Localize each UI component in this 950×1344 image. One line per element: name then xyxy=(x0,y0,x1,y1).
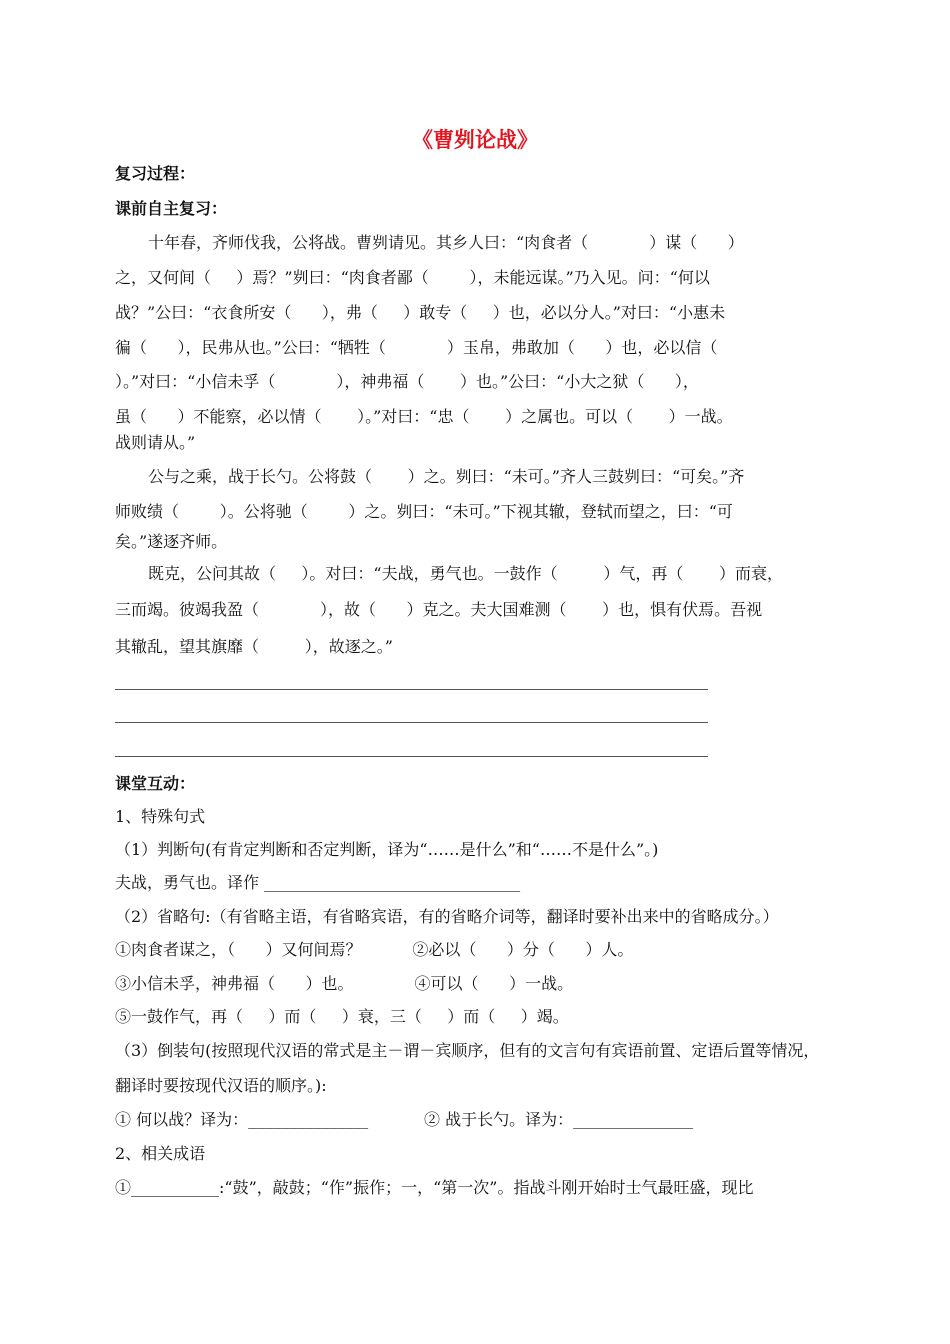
passage-line: 徧（ ），民弗从也。”公曰：“牺牲（ ）玉帛，弗敢加（ ）也，必以信（ xyxy=(115,338,718,357)
item-judgment-example: 夫战，勇气也。译作 ________________________________ xyxy=(115,873,521,892)
passage-line: 战则请从。” xyxy=(115,433,196,452)
item-judgment-sentence: （1）判断句(有肯定判断和否定判断，译为“……是什么”和“……不是什么”。) xyxy=(115,840,659,859)
item-ellipsis-example: ①肉食者谋之，（ ）又何间焉？ ②必以（ ）分（ ）人。 xyxy=(115,940,634,959)
heading-review-process: 复习过程： xyxy=(115,164,196,183)
passage-line: 虽（ ）不能察，必以情（ ）。”对曰：“忠（ ）之属也。可以（ ）一战。 xyxy=(115,407,733,426)
passage-line: 公与之乘，战于长勺。公将鼓（ ）之。刿曰：“未可。”齐人三鼓刿曰：“可矣。”齐 xyxy=(148,467,745,486)
item-ellipsis-sentence: （2）省略句:（有省略主语，有省略宾语，有的省略介词等，翻译时要补出来中的省略成分。） xyxy=(115,907,779,926)
item-inverted-sentence: （3）倒装句(按照现代汉语的常式是主－谓－宾顺序，但有的文言句有宾语前置、定语后置等情况， xyxy=(115,1041,820,1060)
item-ellipsis-example: ③小信未孚，神弗福（ ）也。 ④可以（ ）一战。 xyxy=(115,974,574,993)
passage-line: 三而竭。彼竭我盈（ ），故（ ）克之。夫大国难测（ ）也，惧有伏焉。吾视 xyxy=(115,600,763,619)
passage-line: 既克，公问其故（ ）。对曰：“夫战，勇气也。一鼓作（ ）气，再（ ）而衰， xyxy=(148,564,783,583)
answer-line xyxy=(115,689,708,690)
item-idiom: ①___________:“鼓”，敲鼓；“作”振作；一，“第一次”。指战斗刚开始时士气最旺盛，现比 xyxy=(115,1178,754,1197)
section-idioms: 2、相关成语 xyxy=(115,1144,206,1163)
answer-line xyxy=(115,756,708,757)
passage-line: 其辙乱，望其旗靡（ ），故逐之。” xyxy=(115,637,393,656)
answer-line xyxy=(115,722,708,723)
passage-line: 师败绩（ ）。公将驰（ ）之。刿曰：“未可。”下视其辙，登轼而望之，曰：“可 xyxy=(115,502,733,521)
item-inverted-sentence-cont: 翻译时要按现代汉语的顺序。): xyxy=(115,1076,327,1095)
passage-line: ）。”对曰：“小信未孚（ ），神弗福（ ）也。”公曰：“小大之狱（ ）， xyxy=(115,372,699,391)
document-title: 《曹刿论战》 xyxy=(412,128,538,152)
passage-line: 战？”公曰：“衣食所安（ ），弗（ ）敢专（ ）也，必以分人。”对曰：“小惠未 xyxy=(115,303,726,322)
heading-self-review: 课前自主复习： xyxy=(115,199,228,218)
passage-line: 十年春，齐师伐我，公将战。曹刿请见。其乡人曰：“肉食者（ ）谋（ ） xyxy=(148,233,744,252)
heading-class-interaction: 课堂互动： xyxy=(115,774,196,793)
item-inverted-example: ① 何以战？译为：_______________ ② 战于长勺。译为：_______________ xyxy=(115,1110,694,1129)
passage-line: 之，又何间（ ）焉？”刿曰：“肉食者鄙（ ），未能远谋。”乃入见。问：“何以 xyxy=(115,268,710,287)
item-ellipsis-example: ⑤一鼓作气，再（ ）而（ ）衰，三（ ）而（ ）竭。 xyxy=(115,1007,569,1026)
section-special-sentences: 1、特殊句式 xyxy=(115,807,206,826)
passage-line: 矣。”遂逐齐师。 xyxy=(115,532,228,551)
